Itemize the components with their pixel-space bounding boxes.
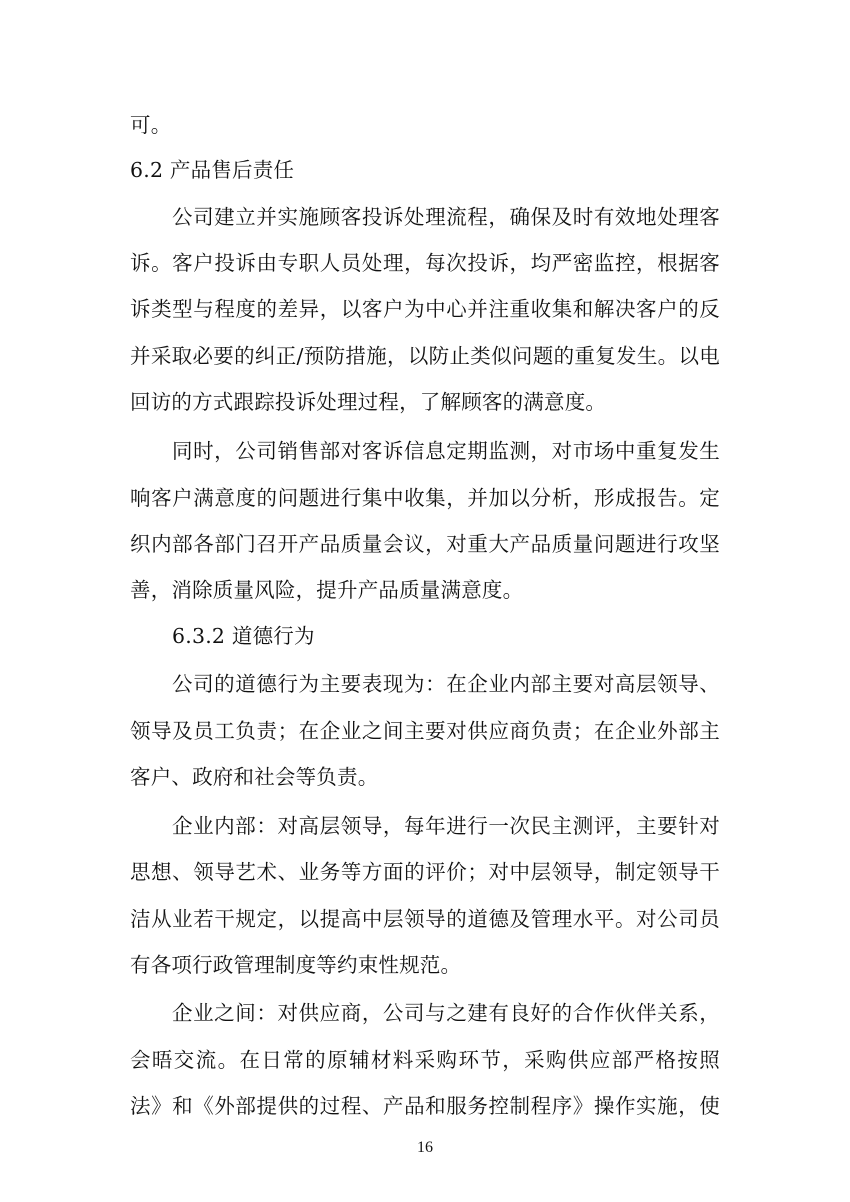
section-heading: 6.2 产品售后责任 [130, 158, 295, 182]
text-line: 领导及员工负责；在企业之间主要对供应商负责；在企业外部主 [130, 719, 720, 743]
text-line: 回访的方式跟踪投诉处理过程，了解顾客的满意度。 [130, 390, 607, 414]
text-line: 思想、领导艺术、业务等方面的评价；对中层领导，制定领导干 [130, 860, 720, 884]
text-line: 可。 [130, 113, 172, 137]
text-line: 会晤交流。在日常的原辅材料采购环节，采购供应部严格按照 [130, 1048, 720, 1072]
text-line: 并采取必要的纠正/预防措施，以防止类似问题的重复发生。以电 [130, 344, 720, 368]
text-line: 企业内部：对高层领导，每年进行一次民主测评，主要针对 [172, 814, 720, 838]
text-line: 法》和《外部提供的过程、产品和服务控制程序》操作实施，使 [130, 1094, 720, 1118]
text-line: 同时，公司销售部对客诉信息定期监测，对市场中重复发生 [172, 439, 720, 463]
section-heading: 6.3.2 道德行为 [172, 624, 315, 648]
text-line: 公司的道德行为主要表现为：在企业内部主要对高层领导、 [172, 672, 720, 696]
text-line: 有各项行政管理制度等约束性规范。 [130, 953, 462, 977]
text-line: 诉类型与程度的差异，以客户为中心并注重收集和解决客户的反 [130, 297, 720, 321]
text-line: 洁从业若干规定，以提高中层领导的道德及管理水平。对公司员 [130, 907, 720, 931]
text-line: 善，消除质量风险，提升产品质量满意度。 [130, 578, 524, 602]
text-line: 客户、政府和社会等负责。 [130, 765, 379, 789]
page-number: 16 [417, 1139, 433, 1156]
text-line: 诉。客户投诉由专职人员处理，每次投诉，均严密监控，根据客 [130, 251, 720, 275]
text-line: 公司建立并实施顾客投诉处理流程，确保及时有效地处理客 [172, 205, 720, 229]
text-line: 响客户满意度的问题进行集中收集，并加以分析，形成报告。定 [130, 486, 720, 510]
text-line: 织内部各部门召开产品质量会议，对重大产品质量问题进行攻坚 [130, 532, 720, 556]
text-line: 企业之间：对供应商，公司与之建有良好的合作伙伴关系， [172, 1001, 720, 1025]
